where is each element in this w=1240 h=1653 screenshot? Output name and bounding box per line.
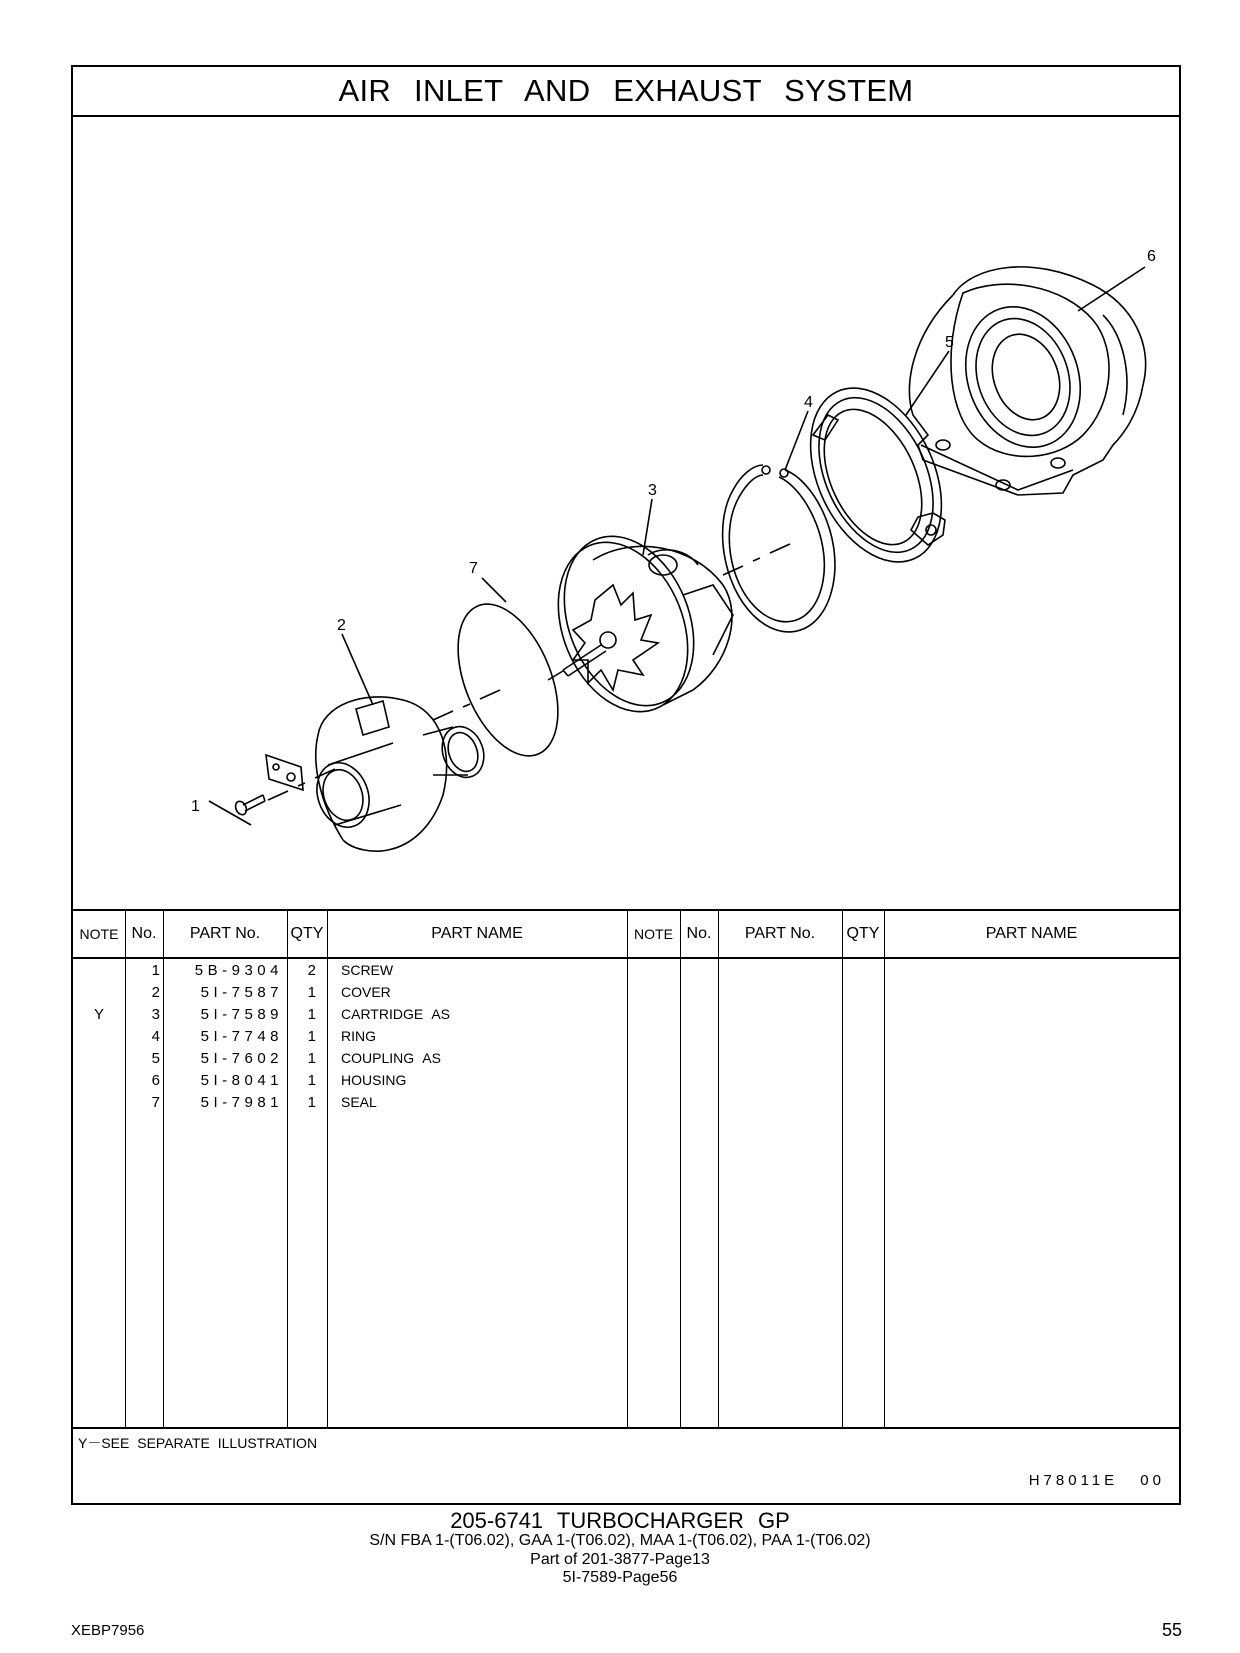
row-part-no: 5I-7589	[200, 1006, 283, 1023]
header-note-right: NOTE	[634, 926, 673, 942]
row-part-name: HOUSING	[341, 1072, 407, 1088]
table-row	[73, 959, 1179, 982]
header-qty-right: QTY	[846, 925, 880, 942]
row-part-no: 5I-7602	[200, 1050, 283, 1067]
seal-part-7	[438, 590, 578, 771]
header-part-no-right: PART No.	[744, 925, 816, 942]
row-note: Y	[93, 1006, 104, 1023]
callout-4: 4	[804, 394, 813, 411]
row-qty: 1	[307, 1028, 316, 1045]
header-part-no-left: PART No.	[189, 925, 261, 942]
document-id: XEBP7956	[71, 1622, 145, 1639]
row-qty: 1	[307, 1072, 316, 1089]
exploded-view-illustration	[73, 115, 1179, 909]
header-no-left: No.	[131, 925, 157, 942]
parts-page-frame	[71, 65, 1181, 1505]
serial-number-range: S/N FBA 1-(T06.02), GAA 1-(T06.02), MAA 1-(T06.02), PAA 1-(T06.02)	[369, 1532, 871, 1549]
row-qty: 1	[307, 984, 316, 1001]
row-part-name: CARTRIDGE AS	[341, 1006, 450, 1022]
table-row	[73, 1069, 1179, 1092]
section-title: AIR INLET AND EXHAUST SYSTEM	[338, 73, 914, 108]
page-number: 55	[1161, 1620, 1182, 1640]
cross-reference: 5I-7589-Page56	[562, 1569, 678, 1586]
row-part-name: SCREW	[341, 962, 394, 978]
turbocharger-exploded-drawing	[73, 115, 1179, 909]
table-row	[73, 1003, 1179, 1026]
housing-part-6	[909, 267, 1145, 495]
table-row	[73, 981, 1179, 1004]
header-note-left: NOTE	[79, 926, 119, 942]
section-title-bar	[73, 67, 1179, 117]
row-part-name: RING	[341, 1028, 376, 1044]
row-part-no: 5I-7981	[200, 1094, 283, 1111]
group-title: 205-6741 TURBOCHARGER GP	[450, 1508, 790, 1533]
row-part-no: 5I-7748	[200, 1028, 283, 1045]
callout-1: 1	[191, 798, 200, 815]
note-legend: Y－SEE SEPARATE ILLUSTRATION	[78, 1435, 318, 1451]
header-no-right: No.	[686, 925, 712, 942]
callout-6: 6	[1147, 248, 1156, 265]
row-qty: 1	[307, 1050, 316, 1067]
row-qty: 2	[307, 962, 316, 979]
parts-list-table	[73, 909, 1179, 1429]
row-part-name: COUPLING AS	[341, 1050, 441, 1066]
row-item-no: 2	[151, 984, 160, 1001]
drawing-code: H78011E 00	[1028, 1472, 1165, 1489]
row-qty: 1	[307, 1006, 316, 1023]
row-item-no: 6	[151, 1072, 160, 1089]
table-row	[73, 1047, 1179, 1070]
callout-5: 5	[945, 334, 954, 351]
row-qty: 1	[307, 1094, 316, 1111]
row-item-no: 3	[151, 1006, 160, 1023]
row-part-no: 5I-7587	[200, 984, 283, 1001]
row-part-no: 5B-9304	[194, 962, 283, 979]
cover-part-2	[266, 697, 491, 851]
row-item-no: 4	[151, 1028, 160, 1045]
row-part-name: COVER	[341, 984, 391, 1000]
screw-part-1	[234, 795, 265, 816]
header-qty-left: QTY	[290, 925, 324, 942]
table-row	[73, 1091, 1179, 1114]
parts-table-header	[73, 911, 1179, 959]
callout-7: 7	[469, 560, 478, 577]
callout-3: 3	[648, 482, 657, 499]
cartridge-part-3	[534, 517, 733, 731]
header-part-name-right: PART NAME	[985, 925, 1078, 942]
row-item-no: 1	[151, 962, 160, 979]
row-item-no: 5	[151, 1050, 160, 1067]
row-part-no: 5I-8041	[200, 1072, 283, 1089]
header-part-name-left: PART NAME	[431, 925, 523, 942]
table-row	[73, 1025, 1179, 1048]
parent-group-reference: Part of 201-3877-Page13	[530, 1551, 710, 1568]
row-part-name: SEAL	[341, 1094, 377, 1110]
row-item-no: 7	[151, 1094, 160, 1111]
callout-2: 2	[337, 617, 346, 634]
